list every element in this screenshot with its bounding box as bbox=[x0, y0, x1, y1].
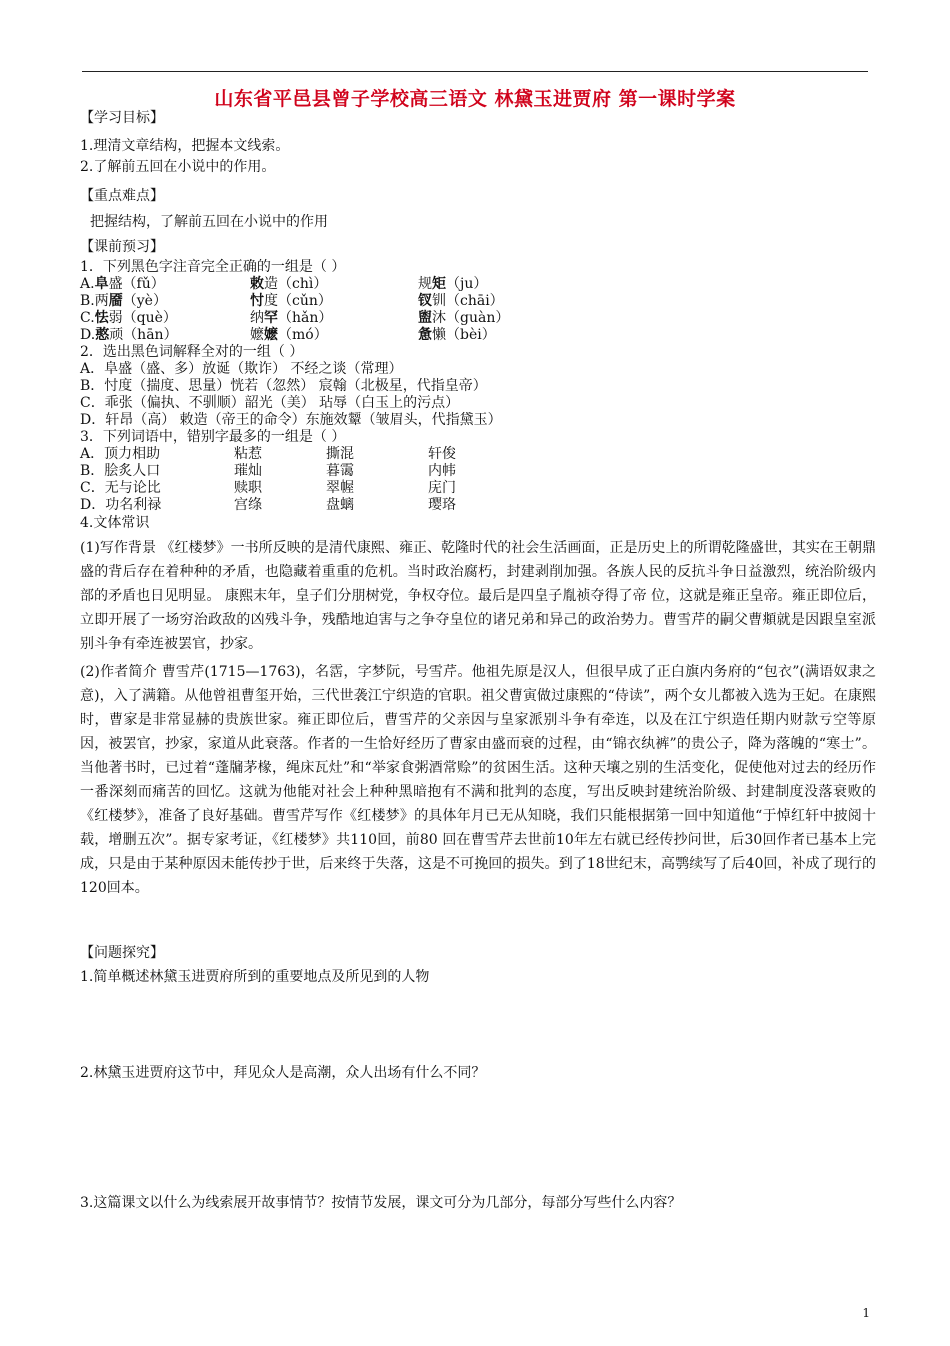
q1-option-c-2: 纳罕（hǎn） bbox=[250, 310, 333, 326]
header-rule bbox=[82, 71, 868, 72]
q1-option-b: B.两靥（yè） bbox=[80, 293, 167, 309]
q1-option-a: A.阜盛（fǔ） bbox=[80, 276, 165, 292]
section-explore-heading: 【问题探究】 bbox=[80, 945, 164, 961]
page-title: 山东省平邑县曾子学校高三语文 林黛玉进贾府 第一课时学案 bbox=[214, 88, 736, 110]
q1-option-d-2: 嬷嬷（mó） bbox=[250, 327, 328, 343]
q1-stem: 1．下列黑色字注音完全正确的一组是（ ） bbox=[80, 259, 346, 275]
explore-question-2: 2.林黛玉进贾府这节中，拜见众人是高潮，众人出场有什么不同？ bbox=[80, 1065, 486, 1081]
q3-option-b: B．脍炙人口 bbox=[80, 463, 161, 479]
keypoints-text: 把握结构，了解前五回在小说中的作用 bbox=[90, 214, 328, 230]
q2-option-b: B．忖度（揣度、思量）恍若（忽然） 宸翰（北极星，代指皇帝） bbox=[80, 378, 487, 394]
q1-option-c: C.怯弱（què） bbox=[80, 310, 177, 326]
section-keypoints-heading: 【重点难点】 bbox=[80, 188, 164, 204]
q1-option-a-3: 规矩（ju） bbox=[418, 276, 488, 292]
q3-stem: 3．下列词语中，错别字最多的一组是（ ） bbox=[80, 429, 346, 445]
q3-option-b-3: 暮霭 bbox=[326, 463, 354, 479]
q3-option-c-2: 赎职 bbox=[234, 480, 262, 496]
q3-option-a-3: 撕混 bbox=[326, 446, 354, 462]
q3-option-d-2: 宫绦 bbox=[234, 497, 262, 513]
q3-option-b-4: 内帏 bbox=[428, 463, 456, 479]
q2-stem: 2．选出黑色词解释全对的一组（ ） bbox=[80, 344, 304, 360]
q3-option-c-4: 庑门 bbox=[428, 480, 456, 496]
q3-option-b-2: 璀灿 bbox=[234, 463, 262, 479]
q3-option-a-2: 粘惹 bbox=[234, 446, 262, 462]
q3-option-c: C．无与论比 bbox=[80, 480, 161, 496]
explore-question-3: 3.这篇课文以什么为线索展开故事情节？按情节发展，课文可分为几部分，每部分写些什么内容？ bbox=[80, 1195, 682, 1211]
q3-option-d: D．功名利禄 bbox=[80, 497, 162, 513]
q2-option-a: A．阜盛（盛、多）放诞（欺诈） 不经之谈（常理） bbox=[80, 361, 403, 377]
q1-option-c-3: 盥沐（guàn） bbox=[418, 310, 510, 326]
q3-option-d-4: 璎珞 bbox=[428, 497, 456, 513]
goal-2: 2.了解前五回在小说中的作用。 bbox=[80, 159, 276, 175]
explore-question-1: 1.简单概述林黛玉进贾府所到的重要地点及所见到的人物 bbox=[80, 969, 430, 985]
q1-option-b-2: 忖度（cǔn） bbox=[250, 293, 332, 309]
q2-option-c: C．乖张（偏执、不驯顺）韶光（美） 玷辱（白玉上的污点） bbox=[80, 395, 460, 411]
goal-1: 1.理清文章结构，把握本文线索。 bbox=[80, 138, 290, 154]
background-paragraph: (1)写作背景 《红楼梦》一书所反映的是清代康熙、雍正、乾隆时代的社会生活画面，正是历史上的所谓乾隆盛世，其实在王朝鼎盛的背后存在着种种的矛盾，也隐藏着重重的危机。当时政治腐朽，封建剥削加强。各族人民的反抗斗争日益激烈，统治阶级内部的矛盾也日见明显。 康熙末年，皇子们分朋树党，争权夺位。最后是四皇子胤祯夺得了帝 位，这就是雍正皇帝。雍正即位后，立即开展了一场穷治政敌的凶残斗争，残酷地迫害与之争夺皇位的诸兄弟和异己的政治势力。曹雪芹的嗣父曹頫就是因跟皇室派别斗争有牵连被罢官，抄家。 bbox=[80, 540, 876, 652]
q4-label: 4.文体常识 bbox=[80, 515, 150, 531]
q2-option-d: D．轩昂（高） 敕造（帝王的命令）东施效颦（皱眉头，代指黛玉） bbox=[80, 412, 502, 428]
author-paragraph: (2)作者简介 曹雪芹(1715—1763)，名霑，字梦阮，号雪芹。他祖先原是汉人，但很早成了正白旗内务府的“包衣”(满语奴隶之意)，入了满籍。从他曾祖曹玺开始，三代世袭江宁织造的官职。祖父曹寅做过康熙的“侍读”，两个女儿都被入选为王妃。在康熙时，曹家是非常显赫的贵族世家。雍正即位后，曹雪芹的父亲因与皇家派别斗争有牵连，以及在江宁织造任期内财款亏空等原因，被罢官，抄家，家道从此衰落。作者的一生恰好经历了曹家由盛而衰的过程，由“锦衣纨裤”的贵公子，降为落魄的“寒士”。当他著书时，已过着“蓬牖茅椽，绳床瓦灶”和“举家食粥酒常赊”的贫困生活。这种天壤之别的生活变化，促使他对过去的经历作一番深刻而痛苦的回忆。这就为他能对社会上种种黑暗抱有不满和批判的态度，写出反映封建统治阶级、封建制度没落衰败的《红楼梦》，准备了良好基础。曹雪芹写作《红楼梦》的具体年月已无从知晓，我们只能根据第一回中知道他“于悼红轩中披阅十载，增删五次”。据专家考证，《红楼梦》共110回，前80 回在曹雪芹去世前10年左右就已经传抄问世，后30回作者已基本上完成，只是由于某种原因未能传抄于世，后来终于失落，这是不可挽回的损失。到了18世纪末，高鹗续写了后40回，补成了现行的120回本。 bbox=[80, 664, 876, 896]
q3-option-a-4: 轩俊 bbox=[428, 446, 456, 462]
q1-option-b-3: 钗钏（chāi） bbox=[418, 293, 504, 309]
section-goals-heading: 【学习目标】 bbox=[80, 110, 164, 126]
q3-option-c-3: 翠幄 bbox=[326, 480, 354, 496]
q1-option-d: D.憨顽（hān） bbox=[80, 327, 178, 343]
q1-option-a-2: 敕造（chì） bbox=[250, 276, 328, 292]
section-preview-heading: 【课前预习】 bbox=[80, 239, 164, 255]
q3-option-a: A．顶力相助 bbox=[80, 446, 161, 462]
page-number: 1 bbox=[862, 1306, 870, 1320]
q3-option-d-3: 盘螭 bbox=[326, 497, 354, 513]
q1-option-d-3: 惫懒（bèi） bbox=[418, 327, 496, 343]
